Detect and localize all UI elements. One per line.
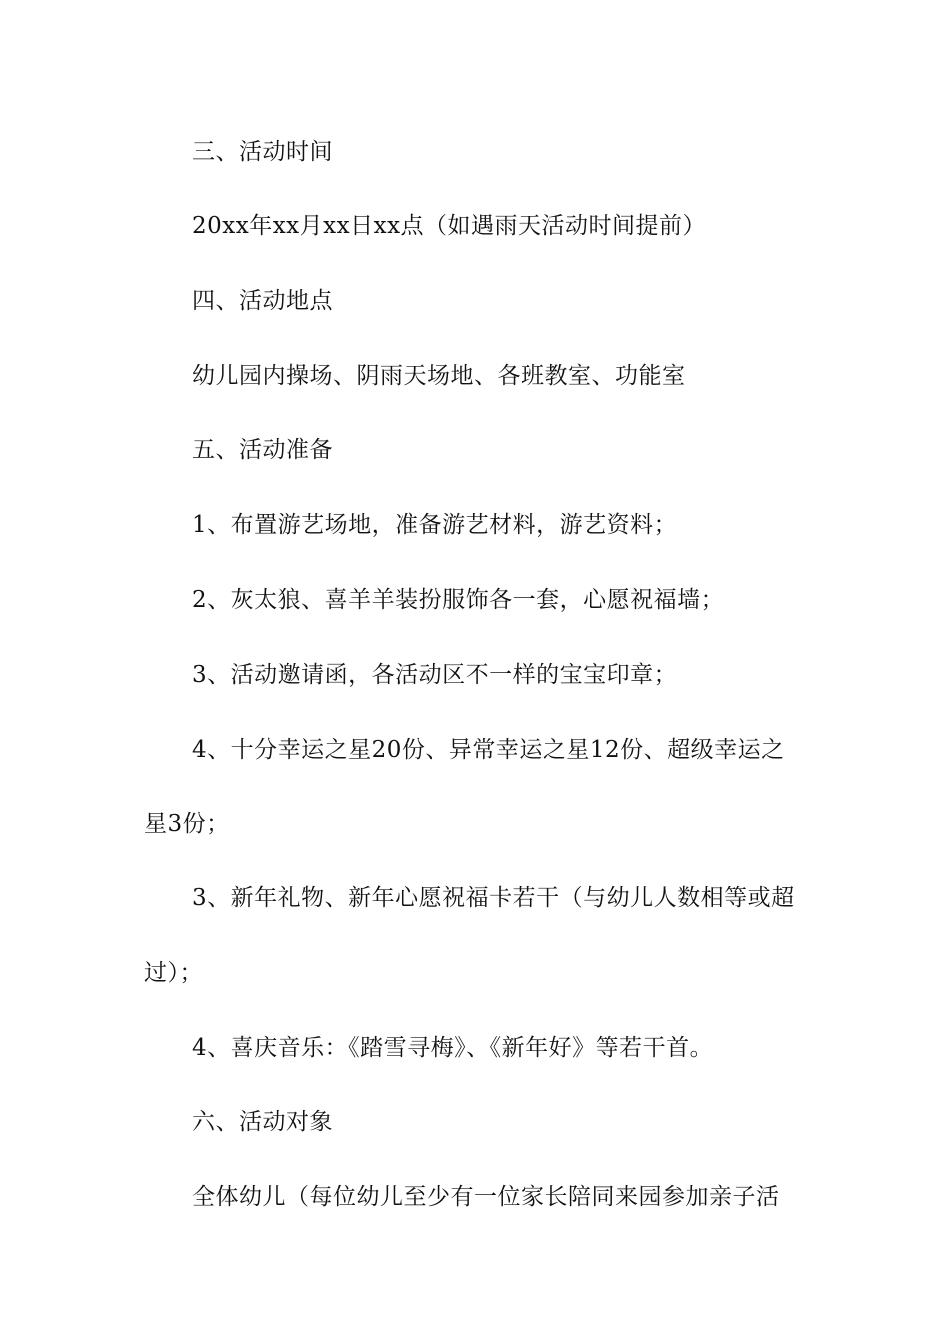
section-heading-activity-preparation: 五、活动准备 — [192, 437, 333, 463]
list-item-preparation-5: 3、新年礼物、新年心愿祝福卡若干（与幼儿人数相等或超 — [192, 885, 795, 911]
list-item-preparation-4-continued: 星3份； — [144, 811, 230, 837]
list-item-preparation-2: 2、灰太狼、喜羊羊装扮服饰各一套，心愿祝福墙； — [192, 587, 725, 613]
section-heading-activity-location: 四、活动地点 — [192, 288, 333, 314]
paragraph-activity-location: 幼儿园内操场、阴雨天场地、各班教室、功能室 — [192, 363, 686, 389]
list-item-preparation-5-continued: 过）； — [144, 960, 203, 986]
list-item-preparation-4: 4、十分幸运之星20份、异常幸运之星12份、超级幸运之 — [192, 737, 785, 763]
section-heading-activity-time: 三、活动时间 — [192, 139, 333, 165]
section-heading-activity-participants: 六、活动对象 — [192, 1109, 333, 1135]
list-item-preparation-6: 4、喜庆音乐：《踏雪寻梅》、《新年好》等若干首。 — [192, 1035, 714, 1061]
list-item-preparation-3: 3、活动邀请函，各活动区不一样的宝宝印章； — [192, 662, 678, 688]
list-item-preparation-1: 1、布置游艺场地，准备游艺材料，游艺资料； — [192, 512, 678, 538]
paragraph-activity-time: 20xx年xx月xx日xx点（如遇雨天活动时间提前） — [192, 213, 707, 239]
paragraph-activity-participants: 全体幼儿（每位幼儿至少有一位家长陪同来园参加亲子活 — [192, 1184, 780, 1210]
